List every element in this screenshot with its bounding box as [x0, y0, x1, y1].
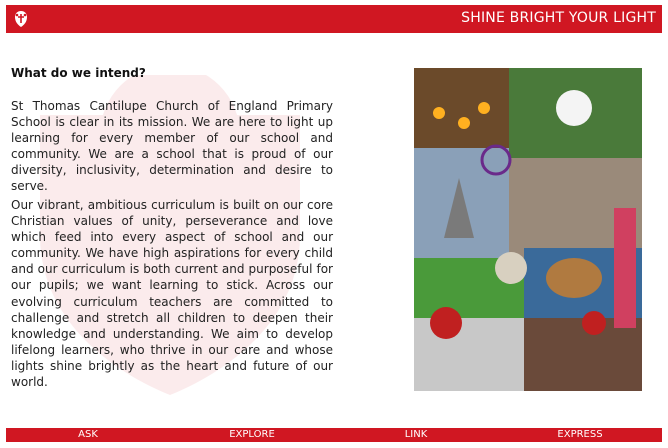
section-heading: What do we intend?: [11, 66, 146, 80]
photo-collage: [414, 68, 642, 391]
nav-link-express[interactable]: EXPRESS: [557, 429, 603, 440]
collage-image: [414, 68, 642, 391]
school-crest-icon: [11, 9, 31, 29]
nav-link-explore[interactable]: EXPLORE: [229, 429, 275, 440]
curriculum-paragraph: Our vibrant, ambitious curriculum is built on our core Christian values of unity, perseverance and love which feed into every aspect of school and our community. We have high aspirations for every child and our curriculum is both current and purposeful for our pupils; we want learning to stick. Across our evolving curriculum teachers are committed to challenge and stretch all children to deepen their knowledge and understanding. We aim to develop lifelong learners, who thrive in our care and whose lights shine brightly as the heart and future of our world.: [11, 198, 333, 390]
mission-paragraph: St Thomas Cantilupe Church of England Primary School is clear in its mission. We are here to light up learning for every member of our school and community. We are a school that is proud of our diversity, inclusivity, determination and desire to serve.: [11, 99, 333, 194]
nav-link-ask[interactable]: ASK: [78, 429, 98, 440]
footer-nav: [6, 428, 662, 442]
tagline: SHINE BRIGHT YOUR LIGHT: [461, 10, 656, 26]
nav-link-link[interactable]: LINK: [404, 429, 428, 440]
header-bar: [6, 5, 662, 33]
